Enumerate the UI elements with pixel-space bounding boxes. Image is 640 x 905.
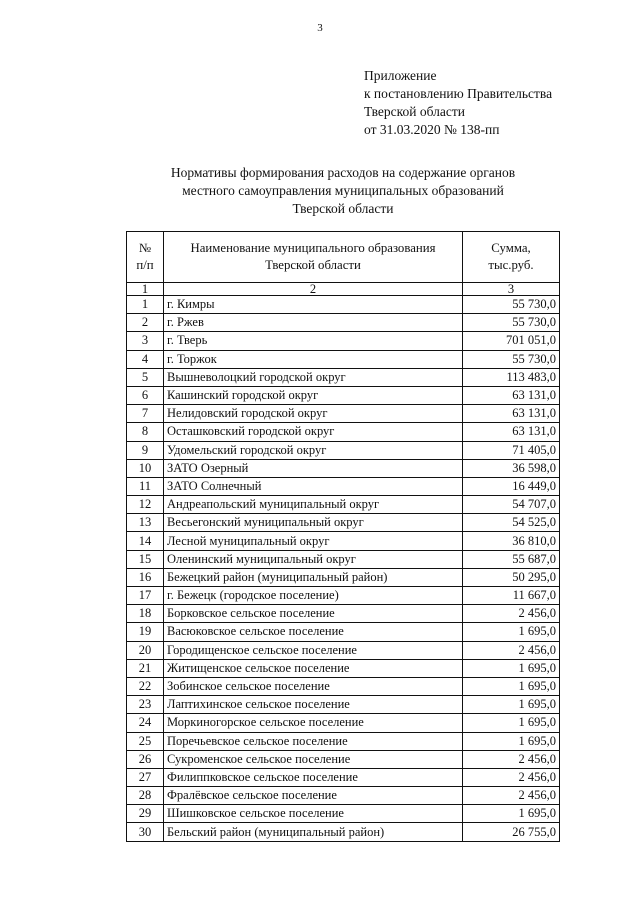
row-number: 20 xyxy=(127,641,164,659)
row-name: г. Бежецк (городское поселение) xyxy=(164,587,463,605)
row-name: Шишковское сельское поселение xyxy=(164,805,463,823)
appendix-line: Приложение xyxy=(364,68,437,83)
title-line: Тверской области xyxy=(292,201,394,216)
row-number: 22 xyxy=(127,677,164,695)
row-number: 10 xyxy=(127,459,164,477)
table-row xyxy=(127,477,560,495)
row-sum: 1 695,0 xyxy=(463,677,560,695)
row-name: Оленинский муниципальный округ xyxy=(164,550,463,568)
row-sum: 36 598,0 xyxy=(463,459,560,477)
row-number: 26 xyxy=(127,750,164,768)
appendix-line: к постановлению Правительства xyxy=(364,86,553,101)
row-name: Весьегонский муниципальный округ xyxy=(164,514,463,532)
row-name: Лаптихинское сельское поселение xyxy=(164,696,463,714)
header-name xyxy=(164,232,463,283)
row-sum: 2 456,0 xyxy=(463,750,560,768)
table-row xyxy=(127,532,560,550)
table-row xyxy=(127,641,560,659)
row-sum: 63 131,0 xyxy=(463,423,560,441)
row-number: 19 xyxy=(127,623,164,641)
row-name: Бежецкий район (муниципальный район) xyxy=(164,568,463,586)
row-name: г. Ржев xyxy=(164,314,463,332)
row-sum: 2 456,0 xyxy=(463,641,560,659)
row-name: Вышневолоцкий городской округ xyxy=(164,368,463,386)
table-row xyxy=(127,787,560,805)
row-sum: 113 483,0 xyxy=(463,368,560,386)
header-number xyxy=(127,232,164,283)
row-name: Городищенское сельское поселение xyxy=(164,641,463,659)
row-name: Нелидовский городской округ xyxy=(164,405,463,423)
table-row xyxy=(127,677,560,695)
norms-table xyxy=(126,231,560,842)
row-name: г. Кимры xyxy=(164,296,463,314)
table-row xyxy=(127,405,560,423)
row-sum: 55 687,0 xyxy=(463,550,560,568)
row-number: 9 xyxy=(127,441,164,459)
row-name: Кашинский городской округ xyxy=(164,386,463,404)
row-sum: 55 730,0 xyxy=(463,296,560,314)
row-name: г. Торжок xyxy=(164,350,463,368)
table-row xyxy=(127,441,560,459)
row-number: 21 xyxy=(127,659,164,677)
table-row xyxy=(127,587,560,605)
row-name: Удомельский городской округ xyxy=(164,441,463,459)
row-number: 18 xyxy=(127,605,164,623)
table-header-row xyxy=(127,232,560,283)
row-sum: 63 131,0 xyxy=(463,405,560,423)
row-number: 14 xyxy=(127,532,164,550)
row-sum: 1 695,0 xyxy=(463,805,560,823)
row-sum: 55 730,0 xyxy=(463,314,560,332)
row-name: Житищенское сельское поселение xyxy=(164,659,463,677)
row-number: 4 xyxy=(127,350,164,368)
row-sum: 50 295,0 xyxy=(463,568,560,586)
row-sum: 2 456,0 xyxy=(463,605,560,623)
row-name: ЗАТО Солнечный xyxy=(164,477,463,495)
row-number: 17 xyxy=(127,587,164,605)
row-name: Бельский район (муниципальный район) xyxy=(164,823,463,841)
row-number: 29 xyxy=(127,805,164,823)
row-name: Борковское сельское поселение xyxy=(164,605,463,623)
row-name: Моркиногорское сельское поселение xyxy=(164,714,463,732)
row-sum: 63 131,0 xyxy=(463,386,560,404)
row-number: 2 xyxy=(127,314,164,332)
row-number: 13 xyxy=(127,514,164,532)
table-row xyxy=(127,714,560,732)
row-number: 5 xyxy=(127,368,164,386)
table-row xyxy=(127,732,560,750)
table-row xyxy=(127,823,560,841)
row-number: 30 xyxy=(127,823,164,841)
column-index: 3 xyxy=(463,283,560,296)
row-number: 3 xyxy=(127,332,164,350)
row-name: Осташковский городской округ xyxy=(164,423,463,441)
row-sum: 701 051,0 xyxy=(463,332,560,350)
row-number: 16 xyxy=(127,568,164,586)
row-number: 15 xyxy=(127,550,164,568)
row-number: 25 xyxy=(127,732,164,750)
header-number-line2: п/п xyxy=(136,258,154,272)
table-row xyxy=(127,768,560,786)
table-row xyxy=(127,296,560,314)
row-sum: 54 707,0 xyxy=(463,496,560,514)
row-sum: 16 449,0 xyxy=(463,477,560,495)
table-row xyxy=(127,368,560,386)
table-row xyxy=(127,459,560,477)
title-line: Нормативы формирования расходов на содержание органов xyxy=(170,165,516,180)
column-index: 1 xyxy=(127,283,164,296)
table-row xyxy=(127,750,560,768)
appendix-line: Тверской области xyxy=(364,104,465,119)
table-row xyxy=(127,423,560,441)
column-index-row xyxy=(127,283,560,296)
row-number: 1 xyxy=(127,296,164,314)
row-number: 8 xyxy=(127,423,164,441)
row-name: Зобинское сельское поселение xyxy=(164,677,463,695)
row-number: 6 xyxy=(127,386,164,404)
row-sum: 11 667,0 xyxy=(463,587,560,605)
row-name: Андреапольский муниципальный округ xyxy=(164,496,463,514)
row-name: г. Тверь xyxy=(164,332,463,350)
row-sum: 71 405,0 xyxy=(463,441,560,459)
row-number: 27 xyxy=(127,768,164,786)
row-sum: 1 695,0 xyxy=(463,732,560,750)
row-name: Филиппковское сельское поселение xyxy=(164,768,463,786)
header-sum-line1: Сумма, xyxy=(491,241,531,255)
table-row xyxy=(127,314,560,332)
row-name: Лесной муниципальный округ xyxy=(164,532,463,550)
table-row xyxy=(127,350,560,368)
document-title xyxy=(0,164,640,218)
table-row xyxy=(127,568,560,586)
row-name: Поречьевское сельское поселение xyxy=(164,732,463,750)
row-sum: 55 730,0 xyxy=(463,350,560,368)
row-number: 7 xyxy=(127,405,164,423)
table-row xyxy=(127,332,560,350)
row-name: Фралёвское сельское поселение xyxy=(164,787,463,805)
row-name: Васюковское сельское поселение xyxy=(164,623,463,641)
row-number: 23 xyxy=(127,696,164,714)
header-name-line1: Наименование муниципального образования xyxy=(190,241,436,255)
appendix-block xyxy=(364,67,552,139)
row-sum: 26 755,0 xyxy=(463,823,560,841)
header-number-line1: № xyxy=(138,241,152,255)
row-sum: 1 695,0 xyxy=(463,659,560,677)
row-number: 28 xyxy=(127,787,164,805)
row-number: 12 xyxy=(127,496,164,514)
row-number: 11 xyxy=(127,477,164,495)
page-number: 3 xyxy=(317,22,323,34)
header-sum-line2: тыс.руб. xyxy=(488,258,534,272)
table-row xyxy=(127,605,560,623)
header-sum xyxy=(463,232,560,283)
row-sum: 1 695,0 xyxy=(463,696,560,714)
table-row xyxy=(127,623,560,641)
table-body xyxy=(127,296,560,842)
row-name: Сукроменское сельское поселение xyxy=(164,750,463,768)
row-sum: 36 810,0 xyxy=(463,532,560,550)
table-row xyxy=(127,514,560,532)
row-sum: 1 695,0 xyxy=(463,623,560,641)
column-index: 2 xyxy=(164,283,463,296)
appendix-line: от 31.03.2020 № 138-пп xyxy=(364,122,500,137)
row-name: ЗАТО Озерный xyxy=(164,459,463,477)
table-row xyxy=(127,696,560,714)
title-line: местного самоуправления муниципальных образований xyxy=(182,183,504,198)
table-row xyxy=(127,496,560,514)
row-sum: 1 695,0 xyxy=(463,714,560,732)
table-row xyxy=(127,659,560,677)
table-row xyxy=(127,550,560,568)
header-name-line2: Тверской области xyxy=(265,258,361,272)
row-sum: 54 525,0 xyxy=(463,514,560,532)
table-row xyxy=(127,805,560,823)
row-number: 24 xyxy=(127,714,164,732)
table-row xyxy=(127,386,560,404)
row-sum: 2 456,0 xyxy=(463,768,560,786)
row-sum: 2 456,0 xyxy=(463,787,560,805)
